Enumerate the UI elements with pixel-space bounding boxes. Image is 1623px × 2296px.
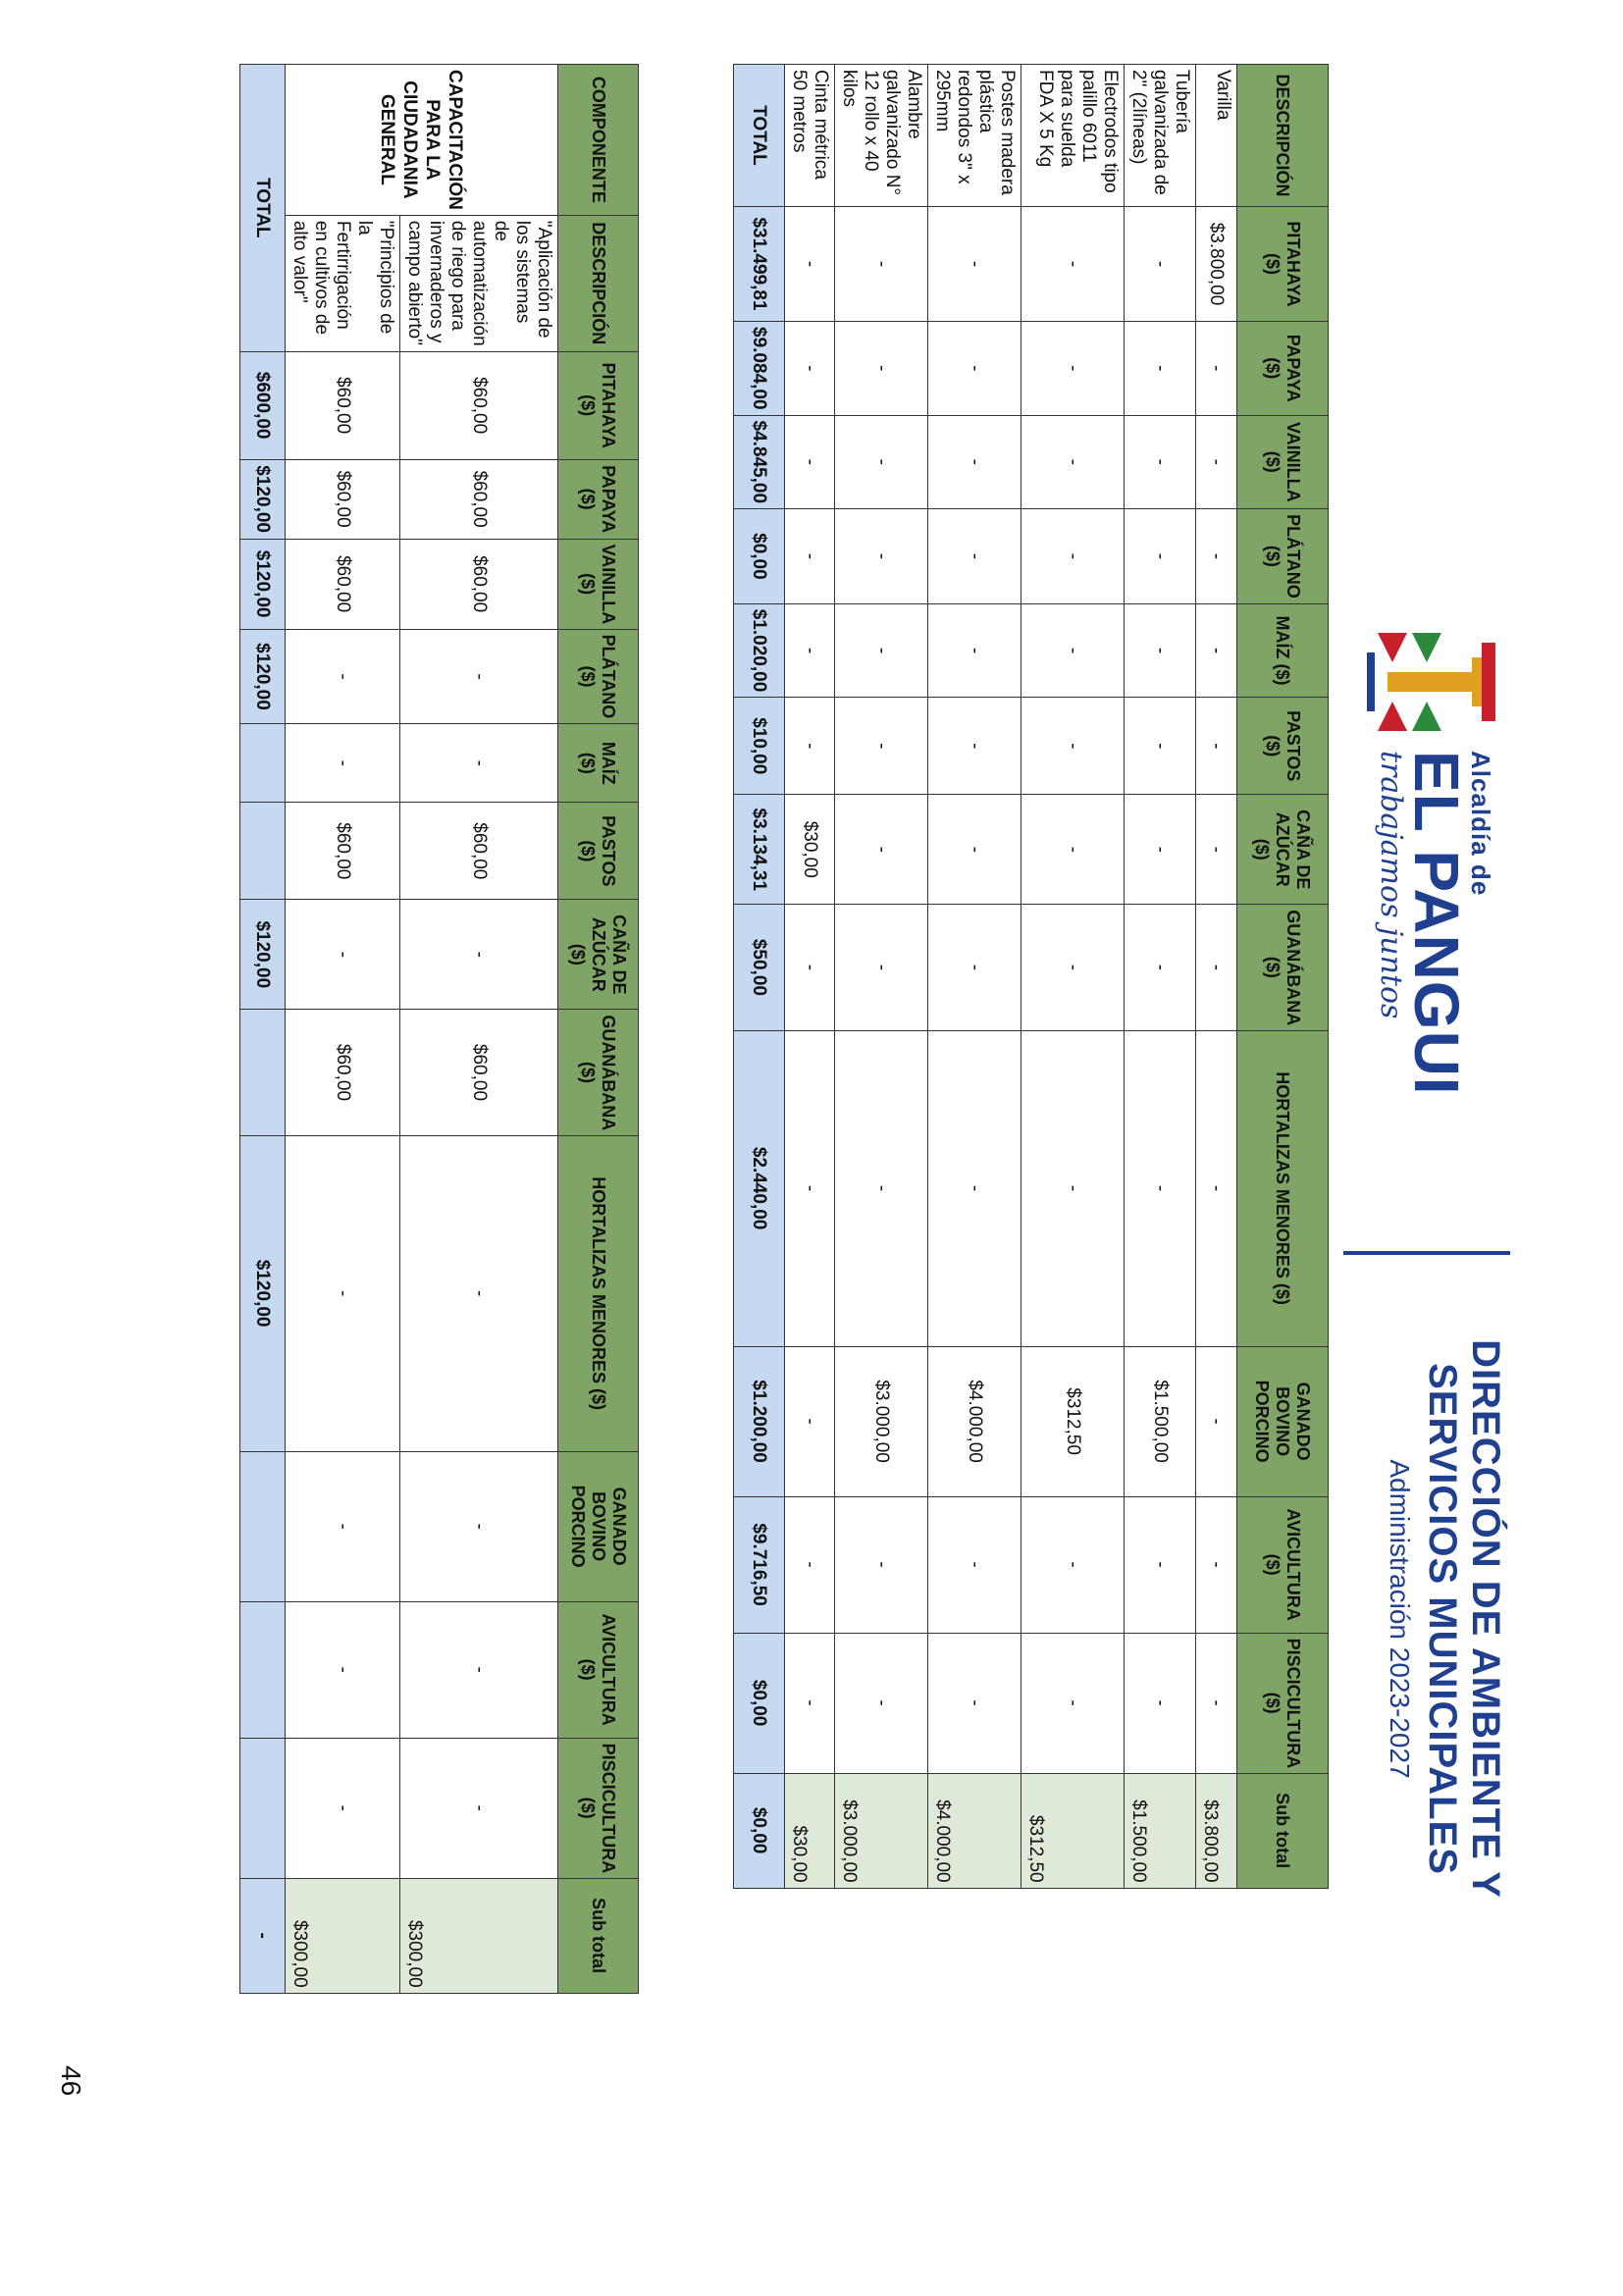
table2-header-cell: PITAHAYA ($) — [558, 351, 639, 459]
row-value: - — [785, 509, 835, 604]
logo-alcaldia: Alcaldía de — [1466, 751, 1495, 897]
total-cell: $600,00 — [240, 351, 286, 459]
table2-header-cell: Sub total — [558, 1878, 639, 1993]
table2-header-cell: CAÑA DE AZÚCAR ($) — [558, 900, 639, 1010]
row-value: $312,50 — [1021, 1346, 1125, 1496]
row-description: Alambre galvanizado N° 12 rollo x 40 kilos — [835, 65, 928, 207]
row-description: Postes madera plástica redondos 3" x 295mm — [928, 65, 1021, 207]
total-cell: $120,00 — [240, 539, 286, 629]
total-cell: $4.845,00 — [734, 415, 785, 509]
total-cell — [240, 1738, 286, 1878]
table2-header-cell: DESCRIPCIÓN — [558, 215, 639, 351]
total-cell — [240, 1010, 286, 1135]
row-value: $60,00 — [400, 803, 558, 900]
total-cell: $120,00 — [240, 900, 286, 1010]
table2-total-row — [240, 65, 286, 1994]
row-value: $60,00 — [286, 459, 400, 539]
row-description: "Aplicación de los sistemas de automatización de riego para invernaderos y campo abierto" — [400, 215, 558, 351]
table2-header-cell: PAPAYA ($) — [558, 459, 639, 539]
page-number: 46 — [56, 2065, 86, 2097]
training-table — [239, 64, 639, 1994]
row-value: $60,00 — [286, 351, 400, 459]
row-value: - — [1125, 1496, 1196, 1633]
total-cell — [240, 803, 286, 900]
row-value: - — [835, 698, 928, 795]
total-cell: $2.440,00 — [734, 1030, 785, 1346]
row-description: Cinta métrica 50 metros — [785, 65, 835, 207]
row-value: - — [1196, 795, 1237, 905]
total-cell: $3.134,31 — [734, 795, 785, 905]
total-cell — [240, 1451, 286, 1601]
row-value: - — [835, 603, 928, 698]
table1-header-cell: GUANÁBANA ($) — [1237, 905, 1329, 1030]
row-value: - — [785, 603, 835, 698]
row-value: - — [400, 629, 558, 724]
table1-header-cell: VAINILLA ($) — [1237, 415, 1329, 509]
row-value: - — [785, 1633, 835, 1773]
row-value: - — [835, 207, 928, 322]
row-value: - — [928, 1496, 1021, 1633]
table1-header-cell: PISCICULTURA ($) — [1237, 1633, 1329, 1773]
table1-header-cell: AVICULTURA ($) — [1237, 1496, 1329, 1633]
row-value: - — [835, 795, 928, 905]
row-value: - — [1196, 1346, 1237, 1496]
row-value: - — [286, 1601, 400, 1738]
table1-row — [1125, 65, 1196, 1889]
row-subtotal: $300,00 — [286, 1878, 400, 1993]
row-value: - — [785, 698, 835, 795]
row-value: - — [1196, 509, 1237, 604]
row-value: - — [286, 629, 400, 724]
row-value: - — [928, 207, 1021, 322]
row-description: "Principios de la Fertirrigación en cultivos de alto valor" — [286, 215, 400, 351]
row-value: - — [1021, 509, 1125, 604]
row-value: $60,00 — [400, 539, 558, 629]
row-value: - — [400, 1451, 558, 1601]
total-cell: - — [240, 1878, 286, 1993]
component-cell: CAPACITACIÓN PARA LA CIUDADANIA GENERAL — [286, 65, 558, 216]
row-value: - — [1196, 1496, 1237, 1633]
table2-row — [400, 65, 558, 1994]
row-value: - — [1021, 698, 1125, 795]
row-value: - — [400, 1135, 558, 1451]
table1-header-row — [1237, 65, 1329, 1889]
total-cell: $0,00 — [734, 509, 785, 604]
row-value: - — [835, 1633, 928, 1773]
row-subtotal: $3.000,00 — [835, 1773, 928, 1888]
department-title — [1384, 1266, 1507, 1972]
table1-row — [1021, 65, 1125, 1889]
table2-header-row — [558, 65, 639, 1994]
total-cell: $120,00 — [240, 459, 286, 539]
total-cell: $10,00 — [734, 698, 785, 795]
row-subtotal: $4.000,00 — [928, 1773, 1021, 1888]
header-divider — [1343, 1251, 1510, 1255]
row-value: - — [835, 322, 928, 416]
row-value: - — [1125, 795, 1196, 905]
total-cell: TOTAL — [734, 65, 785, 207]
row-value: - — [928, 1633, 1021, 1773]
row-value: $60,00 — [400, 459, 558, 539]
total-cell: $120,00 — [240, 629, 286, 724]
row-value: - — [928, 603, 1021, 698]
row-value: - — [785, 905, 835, 1030]
row-value: - — [1196, 905, 1237, 1030]
table2-header-cell: AVICULTURA ($) — [558, 1601, 639, 1738]
row-value: - — [928, 905, 1021, 1030]
table1-header-cell: GANADO BOVINO PORCINO — [1237, 1346, 1329, 1496]
logo-slogan: trabajamos juntos — [1374, 751, 1408, 1019]
row-value: - — [286, 1451, 400, 1601]
table1-header-cell: PAPAYA ($) — [1237, 322, 1329, 416]
row-value: - — [1021, 1030, 1125, 1346]
row-value: - — [1196, 603, 1237, 698]
municipality-logo — [1343, 623, 1500, 1251]
table1-header-cell: DESCRIPCIÓN — [1237, 65, 1329, 207]
row-value: - — [785, 1346, 835, 1496]
row-value: $60,00 — [286, 539, 400, 629]
total-cell: $50,00 — [734, 905, 785, 1030]
dept-line2: SERVICIOS MUNICIPALES — [1421, 1363, 1464, 1875]
row-value: $3.000,00 — [835, 1346, 928, 1496]
row-value: - — [835, 1030, 928, 1346]
row-value: - — [286, 900, 400, 1010]
row-value: - — [835, 1496, 928, 1633]
row-value: - — [1125, 415, 1196, 509]
table2-header-cell: VAINILLA ($) — [558, 539, 639, 629]
row-value: - — [1196, 698, 1237, 795]
materials-table — [733, 64, 1329, 1889]
total-cell: TOTAL — [240, 65, 286, 352]
total-cell: $1.020,00 — [734, 603, 785, 698]
row-value: - — [286, 1135, 400, 1451]
row-value: - — [835, 415, 928, 509]
row-value: - — [1021, 415, 1125, 509]
table1-row — [928, 65, 1021, 1889]
row-value: $60,00 — [286, 1010, 400, 1135]
row-value: - — [928, 415, 1021, 509]
row-value: - — [1125, 207, 1196, 322]
table1-header-cell: PASTOS ($) — [1237, 698, 1329, 795]
total-cell: $0,00 — [734, 1773, 785, 1888]
total-cell: $1.200,00 — [734, 1346, 785, 1496]
row-value: - — [1196, 1030, 1237, 1346]
row-value: $4.000,00 — [928, 1346, 1021, 1496]
dept-admin: Administración 2023-2027 — [1385, 1459, 1415, 1779]
table1-header-cell: PLÁTANO ($) — [1237, 509, 1329, 604]
table1-header-cell: HORTALIZAS MENORES ($) — [1237, 1030, 1329, 1346]
table1-row — [835, 65, 928, 1889]
row-value: - — [1125, 603, 1196, 698]
row-value: - — [928, 322, 1021, 416]
row-value: - — [1021, 603, 1125, 698]
row-value: - — [1125, 509, 1196, 604]
row-value: $3.800,00 — [1196, 207, 1237, 322]
row-value: - — [286, 1738, 400, 1878]
table2-header-cell: GANADO BOVINO PORCINO — [558, 1451, 639, 1601]
row-value: - — [928, 1030, 1021, 1346]
table1-header-cell: CAÑA DE AZÚCAR ($) — [1237, 795, 1329, 905]
table2-row — [286, 65, 400, 1994]
row-value: - — [286, 724, 400, 803]
logo-text-block — [1374, 751, 1495, 1096]
row-value: - — [1125, 1633, 1196, 1773]
row-subtotal: $1.500,00 — [1125, 1773, 1196, 1888]
table2-header-cell: COMPONENTE — [558, 65, 639, 216]
row-value: - — [1021, 905, 1125, 1030]
row-subtotal: $312,50 — [1021, 1773, 1125, 1888]
row-value: - — [928, 698, 1021, 795]
logo-name: EL PANGUI — [1401, 751, 1472, 1096]
row-value: $60,00 — [400, 351, 558, 459]
table1-header-cell: PITAHAYA ($) — [1237, 207, 1329, 322]
table2-header-cell: MAÍZ ($) — [558, 724, 639, 803]
row-description: Tubería galvanizada de 2" (2líneas) — [1125, 65, 1196, 207]
row-value: - — [928, 795, 1021, 905]
table1-row — [1196, 65, 1237, 1889]
row-value: - — [1196, 322, 1237, 416]
tower-logo-icon — [1353, 623, 1500, 741]
row-description: Varilla — [1196, 65, 1237, 207]
table2-header-cell: HORTALIZAS MENORES ($) — [558, 1135, 639, 1451]
total-cell — [240, 724, 286, 803]
total-cell: $0,00 — [734, 1633, 785, 1773]
row-value: $60,00 — [286, 803, 400, 900]
total-cell: $31.499,81 — [734, 207, 785, 322]
row-value: $1.500,00 — [1125, 1346, 1196, 1496]
table2-header-cell: PASTOS ($) — [558, 803, 639, 900]
row-value: - — [785, 415, 835, 509]
row-value: - — [928, 509, 1021, 604]
row-subtotal: $3.800,00 — [1196, 1773, 1237, 1888]
row-value: - — [400, 1601, 558, 1738]
row-value: - — [1021, 795, 1125, 905]
row-value: $60,00 — [400, 1010, 558, 1135]
row-value: - — [400, 724, 558, 803]
table1-header-cell: Sub total — [1237, 1773, 1329, 1888]
table2-header-cell: PISCICULTURA ($) — [558, 1738, 639, 1878]
row-value: - — [785, 322, 835, 416]
row-value: $30,00 — [785, 795, 835, 905]
row-value: - — [785, 1496, 835, 1633]
total-cell: $9.716,50 — [734, 1496, 785, 1633]
row-value: - — [785, 1030, 835, 1346]
row-value: - — [1125, 698, 1196, 795]
table1-total-row — [734, 65, 785, 1889]
row-value: - — [1196, 415, 1237, 509]
row-value: - — [1021, 207, 1125, 322]
row-subtotal: $30,00 — [785, 1773, 835, 1888]
table1-header-cell: MAÍZ ($) — [1237, 603, 1329, 698]
row-value: - — [1021, 322, 1125, 416]
row-value: - — [835, 509, 928, 604]
total-cell — [240, 1601, 286, 1738]
row-value: - — [1196, 1633, 1237, 1773]
table1-row — [785, 65, 835, 1889]
row-value: - — [400, 900, 558, 1010]
dept-line1: DIRECCIÓN DE AMBIENTE Y — [1464, 1339, 1507, 1899]
total-cell: $9.084,00 — [734, 322, 785, 416]
row-value: - — [1021, 1496, 1125, 1633]
row-value: - — [1021, 1633, 1125, 1773]
row-value: - — [785, 207, 835, 322]
total-cell: $120,00 — [240, 1135, 286, 1451]
row-value: - — [1125, 905, 1196, 1030]
table2-header-cell: PLÁTANO ($) — [558, 629, 639, 724]
table2-header-cell: GUANÁBANA ($) — [558, 1010, 639, 1135]
row-description: Electrodos tipo palillo 6011 para suelda FDA X 5 Kg — [1021, 65, 1125, 207]
row-value: - — [835, 905, 928, 1030]
row-value: - — [400, 1738, 558, 1878]
row-subtotal: $300,00 — [400, 1878, 558, 1993]
row-value: - — [1125, 1030, 1196, 1346]
row-value: - — [1125, 322, 1196, 416]
